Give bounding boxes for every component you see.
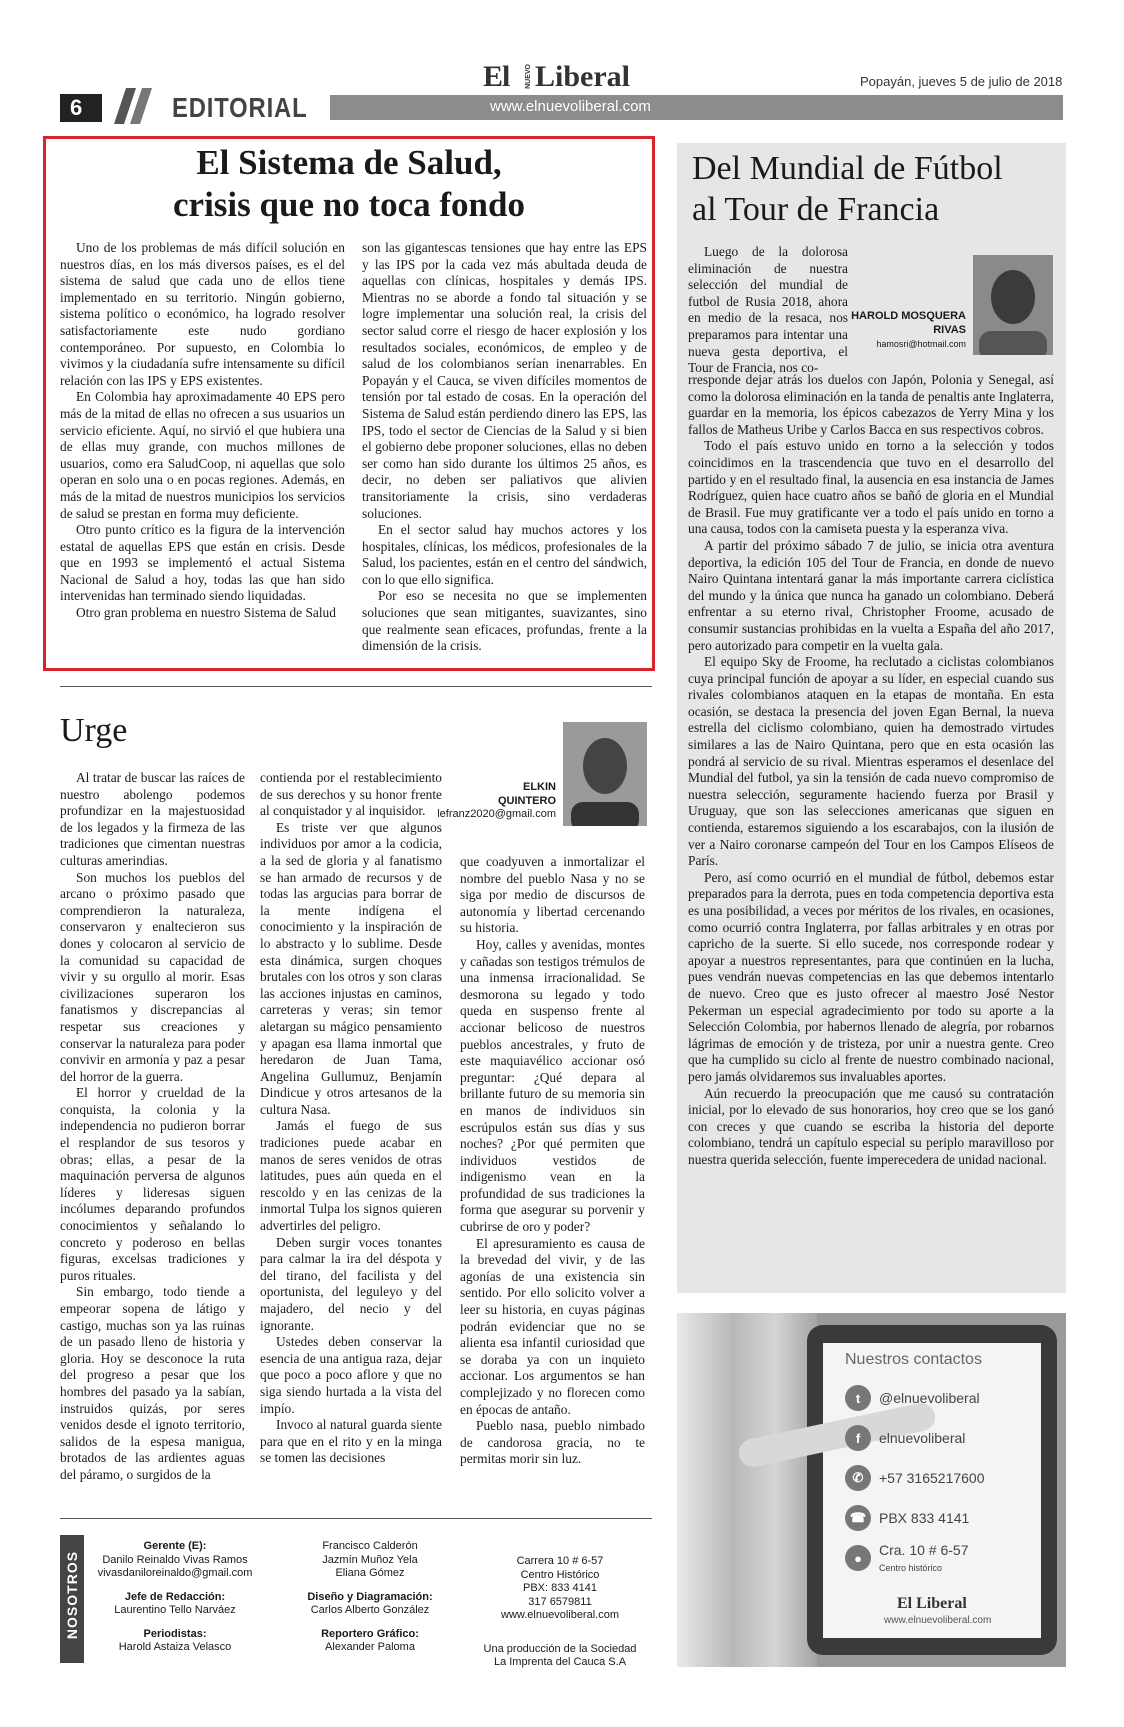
paragraph: Pueblo nasa, pueblo nimbado de candorosa gracia, no te permitas morir sin luz. [460, 1418, 645, 1467]
paragraph: Otro punto crítico es la figura de la intervención estatal de aquellas EPS que están en crisis. Desde que en 1993 se implementó el actual Sistema Nacional de Salud a hoy, todas las que han sido intervenidas han terminado siendo liquidadas. [60, 522, 345, 604]
staff-name: Francisco Calderón [322, 1540, 418, 1552]
urge-column-2 [260, 770, 442, 1467]
contact-address: Carrera 10 # 6-57 [516, 1555, 604, 1567]
ad-row-text: @elnuevoliberal [879, 1390, 980, 1406]
editorial-column-2 [362, 240, 647, 655]
ad-row-text: Cra. 10 # 6-57 [879, 1542, 969, 1558]
dateline: Popayán, jueves 5 de julio de 2018 [860, 74, 1063, 89]
paragraph: A partir del próximo sábado 7 de julio, se inicia otra aventura deportiva, la edición 105 del Tour de Francia, en donde de nuevo Nairo Quintana intentará ganar la más importante carrera ciclística del mundo y la única que nunca ha ganado un colombiano. Deberá enfrentar a su eterno rival, Christopher Froome, acusado de consumir sustancias prohibidas en la vuelta a España del año 2017, pero autorizado para competir en la vuelta gala. [688, 537, 1054, 653]
staff-name: Jazmín Muñoz Yela [322, 1553, 418, 1566]
production-company: La Imprenta del Cauca S.A [493, 1656, 627, 1668]
paragraph: rresponde dejar atrás los duelos con Japón, Polonia y Senegal, así como la dolorosa eliminación en la tanda de penaltis ante Inglaterra, guardar en la memoria, los épicos cabezazos de Yerry Mina y los fallos de Matheus Uribe y Carlos Bacca en sus respectivos cobros. [688, 372, 1054, 437]
ad-row-whatsapp[interactable] [845, 1463, 985, 1493]
urge-author [432, 780, 556, 808]
paragraph: El equipo Sky de Froome, ha reclutado a ciclistas colombianos cuya principal función de apoyar a su líder, en especial cuando sus rivales colombianos ataquen en la etapas de montaña. En esta ocasión, se destaca la presencia del joven Egan Bernal, la nueva estrella del ciclismo colombiano, quien ha demostrado virtudes similares a las de Nairo Quintana, pero que en esta ocasión las pondrá al servicio de su rival. Mientras esperamos el desenlace del Mundial del futbol, ya sin la tensión de cada nuevo compromiso de nuestra selección, seguramente haciendo fuerza por Brasil y Uruguay, que son las selecciones americanas que siguen en contienda, estaremos siguiendo a los escarabajos, con la ilusión de ver a Nairo coronarse campeón del Tour en los Campos Elíseos de París. [688, 654, 1054, 869]
contact-area: Centro Histórico [520, 1568, 600, 1581]
paragraph: Ustedes deben conservar la esencia de una antigua raza, dejar que poco a poco aflore y que no siga siendo hurtada a la vista del impío. [260, 1334, 442, 1416]
staff-contact [475, 1555, 645, 1670]
ad-logo: El Liberal [897, 1595, 967, 1612]
reportero-name: Alexander Paloma [325, 1641, 415, 1653]
paragraph: Al tratar de buscar las raíces de nuestro abolengo podemos profundizar en la majestuosidad de los legados y la firmeza de las tradiciones que cimentan nuestras culturas amerindias. [60, 770, 245, 868]
staff-name: Eliana Gómez [335, 1567, 405, 1579]
page-number: 6 [60, 94, 102, 122]
paragraph: Invoco al natural guarda siente para que en el rito y en la minga se tomen las decisiones [260, 1417, 442, 1466]
contact-pbx: PBX: 833 4141 [522, 1582, 597, 1594]
paragraph: Uno de los problemas de más difícil solución en nuestros días, en los más diversos países, es el del sistema de salud que cada uno de ellos tiene implementado en su territorio. Ningún gobierno, sistema político o económico, ha logrado resolver satisfactoriamente este nudo gordiano contemporáneo. Por supuesto, en Colombia lo vivimos y la ciudadanía sufre intensamente su difícil relación con las IPS y EPS existentes. [60, 240, 345, 388]
paragraph: que coadyuven a inmortalizar el nombre del pueblo Nasa y no se siga por medio de discursos de autonomía y libertad cercenando su historia. [460, 854, 645, 936]
urge-author-email[interactable]: lefranz2020@gmail.com [437, 808, 556, 820]
jefe-label: Jefe de Redacción: [124, 1590, 226, 1603]
mundial-author-email[interactable]: hamosri@hotmail.com [876, 339, 966, 349]
paragraph: El apresuramiento es causa de la brevedad del vivir, y de las agonías de una existencia sin sentido. Por ello solicito volver a leer su historia, en cuyas páginas podrán evidenciar que no se alienta esa infantil curiosidad que se doraba ya con un inquieto accionar. Los argumentos se han complejizado y no florecen como en épocas de antaño. [460, 1235, 645, 1417]
editorial-column-1 [60, 240, 345, 622]
paragraph: Hoy, calles y avenidas, montes y cañadas son testigos trémulos de una inmensa irracionalidad. Se desmorona su legado y todo queda en suspenso frente al accionar belicoso de nuestros pueblos ancestrales, y fruto de este maquiavélico accionar osó preguntar: ¿Qué depara al brillante futuro de su memoria sin en manos de individuos sin escrúpulos están sus días y sus noches? ¿Por qué permiten que individuos vestidos de indigenismo vean en la profundidad de sus tradiciones la forma que asegurar su porvenir y cubrirse de oro y poder? [460, 936, 645, 1235]
diseno-name: Carlos Alberto González [310, 1604, 430, 1616]
gerente-email[interactable]: vivasdaniloreinaldo@gmail.com [97, 1567, 253, 1579]
paragraph: Es triste ver que algunos individuos por amor a la codicia, a la sed de gloria y al fanatismo se han armado de recursos y de todas las argucias para borrar de la mente indígena el conocimiento y la inspiración de lo abstracto y lo sublime. Desde esta dinámica, surgen choques brutales con los otros y son claras las acciones injustas en caminos, carreteras y veras; sin temor aletargan su mágico pensamiento y apagan esa llama inmortal que heredaron de Juan Tama, Angelina Gullumuz, Benjamín Dindicue y otros artesanos de la cultura Nasa. [260, 819, 442, 1117]
jefe-name: Laurentino Tello Narváez [114, 1604, 236, 1616]
author-name: ELKIN [523, 781, 556, 793]
header-url[interactable]: www.elnuevoliberal.com [490, 98, 651, 115]
facebook-icon: f [845, 1425, 871, 1451]
paragraph: El horror y crueldad de la conquista, la colonia y la independencia no pudieron borrar el resplandor de sus tesoros y obras; ellas, a pesar de la maquinación perversa de algunos líderes y lideresas siguen incólumes deparando profundos conocimientos y señalando lo concreto y poderoso en bellas figuras, excelsas tradiciones y puros rituales. [60, 1085, 245, 1283]
paragraph: Sin embargo, todo tiende a empeorar sopena de látigo y castigo, muchas son ya las ruinas de un pasado lleno de historia y gloria. Hoy se desconoce la ruta del progreso a pesar que los hombres del pasado ya la sabían, instruidos quizás, por seres venidos desde el ignoto territorio, salidos de la espesa manigua, brotados de las ardientes aguas del páramo, o surgidos de la [60, 1284, 245, 1482]
author-photo [973, 255, 1053, 355]
contact-url[interactable]: www.elnuevoliberal.com [501, 1609, 619, 1621]
ad-background-photo [677, 1313, 817, 1667]
newspaper-logo [483, 60, 643, 92]
author-photo [563, 722, 647, 826]
mundial-title-line1: Del Mundial de Fútbol [692, 150, 1003, 187]
paragraph: Todo el país estuvo unido en torno a la selección y todos coincidimos en la trascendencia que tuvo en el desarrollo del partido y en el resultado final, la ausencia en esa instancia de James Rodríguez, quien hace cuatro años se bañó de gloria en el Mundial de Brasil. Fue muy gratificante ver a todo el país unido en torno a una causa, todos con la camiseta puesta y la esperanza viva. [688, 438, 1054, 537]
section-slashes-decoration [112, 88, 162, 124]
mundial-title [692, 148, 1062, 230]
author-name: HAROLD MOSQUERA [851, 310, 966, 322]
reportero-label: Reportero Gráfico: [321, 1627, 419, 1640]
footer-divider [60, 1518, 652, 1519]
ad-url[interactable]: www.elnuevoliberal.com [884, 1615, 992, 1626]
paragraph: Son muchos los pueblos del arcano o próximo pasado que comprendieron la naturaleza, conservaron y enaltecieron sus dones y colocaron al servicio de la comunidad su capacidad de vivir y su orgullo al morir. Esas civilizaciones superaron los fanatismos y discrepancias al respetar sus creaciones y conservar la naturaleza para poder convivir en armonía y paz a pesar del horror de la guerra. [60, 869, 245, 1084]
paragraph: Jamás el fuego de sus tradiciones puede acabar en manos de seres venidos de otras latitudes, pues aún queda en el rescoldo y en las cenizas de la inmortal Tulpa los signos quieren advertirles del peligro. [260, 1118, 442, 1234]
logo-nuevo: NUEVO [525, 64, 532, 89]
ad-row-text: elnuevoliberal [879, 1430, 966, 1446]
ad-row-text: PBX 833 4141 [879, 1510, 970, 1526]
staff-column-2 [290, 1540, 450, 1655]
diseno-label: Diseño y Diagramación: [307, 1590, 433, 1603]
gerente-label: Gerente (E): [143, 1540, 207, 1552]
twitter-icon: t [845, 1385, 871, 1411]
location-pin-icon: ● [845, 1545, 871, 1571]
phone-icon: ☎ [845, 1505, 871, 1531]
mundial-body [688, 372, 1054, 1169]
mundial-title-line2: al Tour de Francia [692, 191, 940, 228]
header-bar [330, 95, 1063, 120]
urge-title: Urge [60, 712, 128, 749]
ad-row-phone[interactable] [845, 1503, 969, 1533]
paragraph: En el sector salud hay muchos actores y los hospitales, clínicas, los médicos, profesionales de la Salud, los pacientes, están en el centro del sándwich, con lo que ello significa. [362, 522, 647, 587]
urge-column-3 [460, 854, 645, 1468]
contacts-advertisement [677, 1313, 1066, 1667]
paragraph: En Colombia hay aproximadamente 40 EPS pero más de la mitad de ellas no ofrecen a sus usuarios un servicio eficiente. Aquí, no sirvió el que hubiera una de ellas muy grande, con muchos millones de usuarios, como era SaludCoop, ni aquellas que solo operan en solo una o en pocas regiones. Además, en más de la mitad de nuestros municipios los servicios de salud se prestan en forma muy deficiente. [60, 389, 345, 521]
contact-phone: 317 6579811 [528, 1595, 592, 1608]
paragraph: Otro gran problema en nuestro Sistema de Salud [76, 605, 336, 621]
section-divider [60, 686, 652, 687]
paragraph: son las gigantescas tensiones que hay entre las EPS y las IPS por la cada vez más abultada deuda de aquellas con clínicas, hospitales y demás IPS. Mientras no se aborde a fondo tal situación y se logre implementar una solución real, la crisis del sector salud corre el riesgo de hacer explosión y los resultados sociales, económicos, de empleo y de salud de los colombianos serían inenarrables. En Popayán y el Cauca, se viven difíciles momentos de tensión por tal estado de cosas. En la operación del Sistema de Salud están perdiendo dinero las EPS, las IPS, todo el sector de Ciencias de la Salud y si bien el gobierno debe proponer soluciones, ellas no deben ser como han sido durante los últimos 25 años, es decir, no deben ser paliativos que alivien transitoriamente la crisis, sino verdaderas soluciones. [362, 240, 647, 521]
section-label: EDITORIAL [172, 92, 308, 123]
ad-title: Nuestros contactos [845, 1351, 982, 1368]
staff-column-1 [95, 1540, 255, 1655]
periodistas-name: Harold Astaiza Velasco [118, 1641, 232, 1653]
author-surname: RIVAS [933, 324, 966, 336]
whatsapp-icon: ✆ [845, 1465, 871, 1491]
mundial-author [850, 309, 966, 337]
periodistas-label: Periodistas: [143, 1627, 207, 1640]
logo-el: El [483, 60, 510, 93]
editorial-title [43, 142, 655, 226]
ad-row-location[interactable] [845, 1543, 969, 1573]
paragraph: contienda por el restablecimiento de sus derechos y su honor frente al conquistador y al inquisidor. [260, 770, 442, 819]
paragraph: Luego de la dolorosa eliminación de nuestra selección del mundial de futbol de Rusia 2018, ahora en medio de la resaca, nos preparamos para intentar una nueva gesta deportiva, el Tour de Francia, nos co- [688, 244, 848, 376]
nosotros-tab [60, 1535, 84, 1663]
paragraph: Aún recuerdo la preocupación que me causó su contratación inicial, por lo elevado de sus honorarios, hoy creo que se los ganó con creces y que cuando se escriba la historia del deporte colombiano, tendrá un capítulo especial su periplo maravilloso por nuestra querida selección, fuente imperecedera de unidad nacional. [688, 1085, 1054, 1167]
ad-location-sub: Centro histórico [879, 1563, 943, 1573]
author-surname: QUINTERO [497, 795, 556, 807]
production-credit: Una producción de la Sociedad [483, 1642, 637, 1655]
mundial-intro [688, 244, 848, 377]
editorial-title-line1: El Sistema de Salud, [196, 143, 502, 182]
ad-row-twitter[interactable] [845, 1383, 980, 1413]
editorial-title-line2: crisis que no toca fondo [173, 185, 525, 224]
paragraph: Por eso se necesita no que se implementen soluciones que sean mitigantes, suavizantes, sino que realmente sean eficaces, profundas, frente a la dimensión de la crisis. [362, 588, 647, 654]
ad-row-facebook[interactable] [845, 1423, 965, 1453]
ad-row-text: +57 3165217600 [879, 1470, 985, 1486]
urge-column-1 [60, 770, 245, 1484]
nosotros-label: NOSOTROS [64, 1550, 80, 1640]
gerente-name: Danilo Reinaldo Vivas Ramos [102, 1553, 248, 1566]
paragraph: Deben surgir voces tonantes para calmar la ira del déspota y del tirano, del facilista y del oportunista, del leguleyo y del majadero, del necio y del ignorante. [260, 1234, 442, 1333]
paragraph: Pero, así como ocurrió en el mundial de fútbol, debemos estar preparados para la derrota, pues en toda competencia deportiva esta es una posibilidad, a veces por méritos de los rivales, en ocasiones, como ocurrió contra Inglaterra, por fallas arbitrales y en otras por capricho de la suerte. Si ello sucede, nos corresponde rodear y apoyar a nuestros representantes, para que continúen en la lucha, pues vendrán nuevas competencias en las que debemos intentarlo de nuevo. Creo que es justo ofrecer al maestro José Nestor Pekerman un especial agradecimiento por todo su aporte a la Selección Colombia, por habernos llenado de alegría, por robarnos lágrimas de emoción y de tristeza, por unir a nuestra gente. Creo que ha cumplido su ciclo al frente de nuestro combinado nacional, pero jamás olvidaremos sus invaluables aportes. [688, 869, 1054, 1084]
logo-liberal: Liberal [535, 60, 630, 93]
